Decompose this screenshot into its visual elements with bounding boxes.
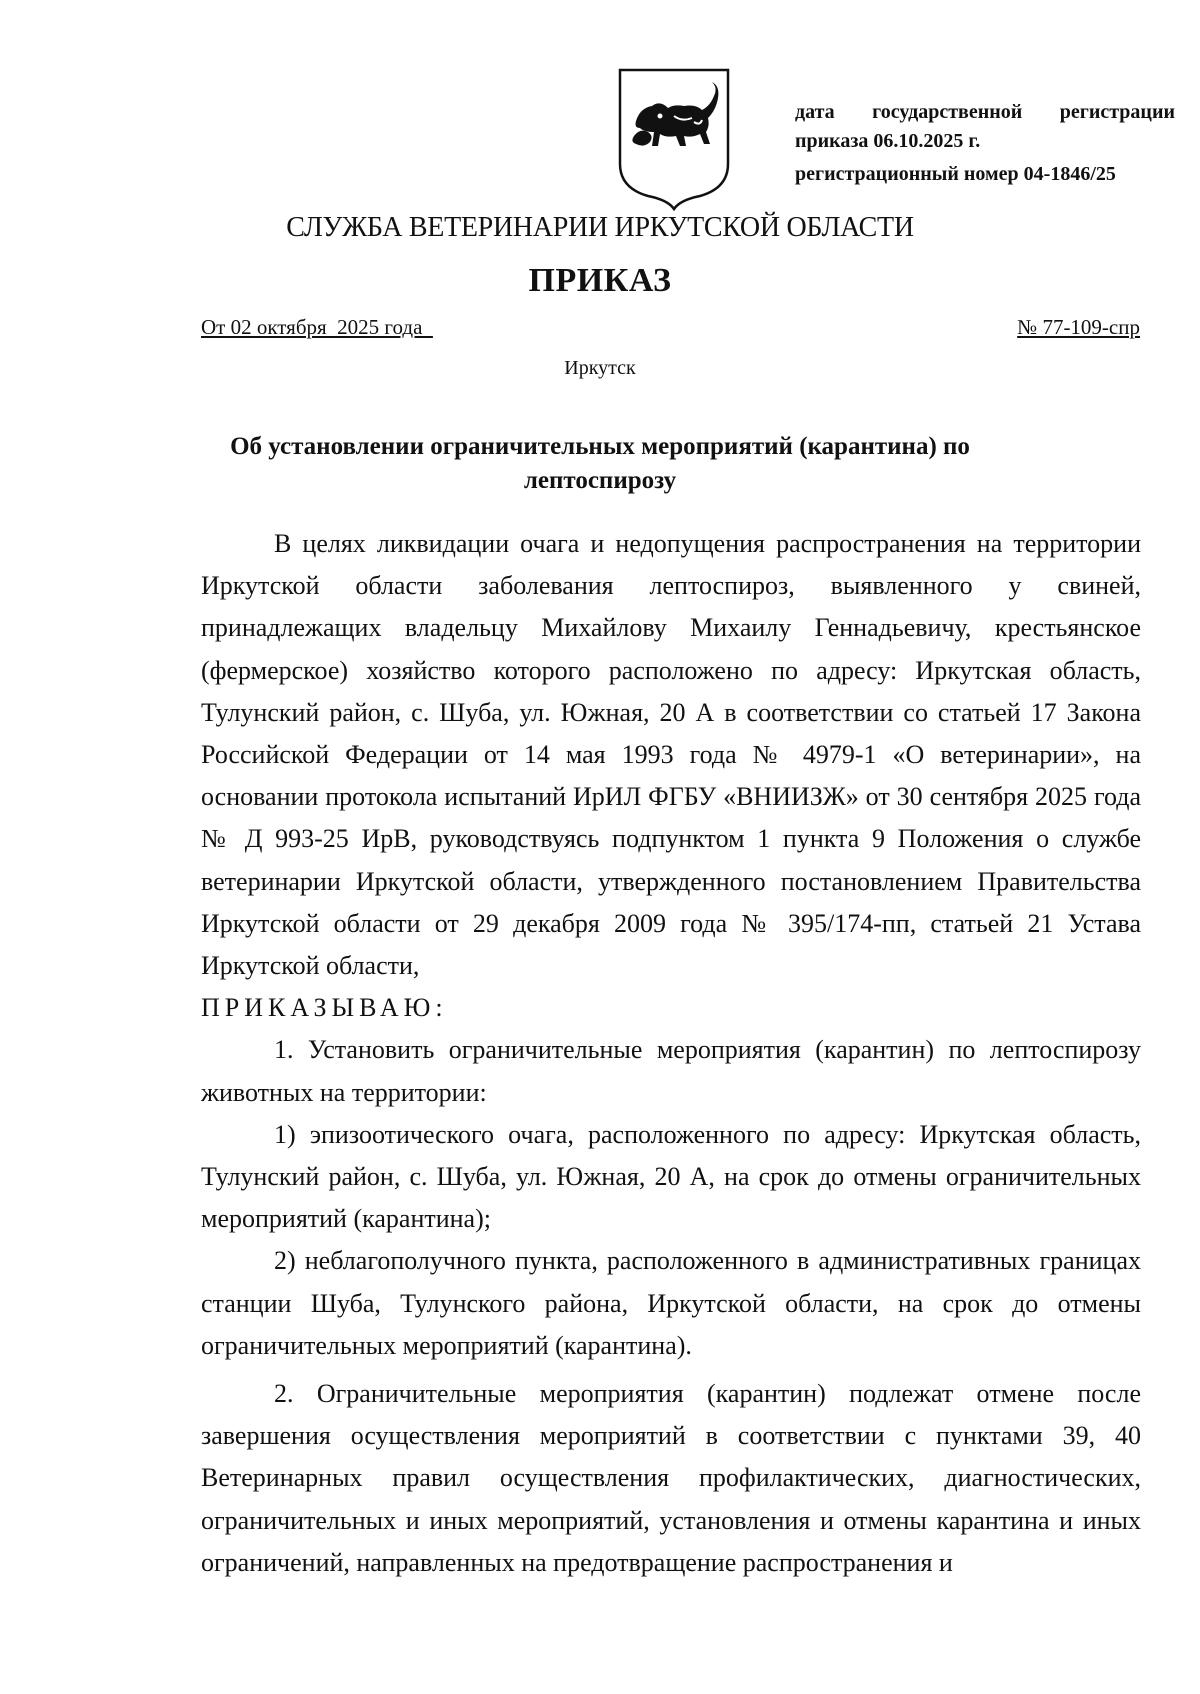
document-title: Об установлении ограничительных мероприятий (карантина) по лептоспирозу [230, 433, 970, 494]
agency-name: СЛУЖБА ВЕТЕРИНАРИИ ИРКУТСКОЙ ОБЛАСТИ [286, 212, 914, 243]
item-1-subitem-2: 2) неблагополучного пункта, расположенного в административных границах станции Шуба, Тулунского района, Иркутской области, на срок до отмены ограничительных мероприятий (карантина). [201, 1246, 1141, 1360]
registration-number: регистрационный номер 04-1846/25 [795, 163, 1116, 185]
order-word: ПРИКАЗЫВАЮ: [201, 993, 448, 1023]
registration-date-label: дата государственной регистрации [795, 101, 1175, 123]
city-name: Иркутск [564, 357, 636, 379]
document-body [201, 523, 1141, 1584]
order-number: № 77-109-спр [1017, 315, 1140, 339]
preamble-paragraph: В целях ликвидации очага и недопущения распространения на территории Иркутской области заболевания лептоспироз, выявленного у свиней, принадлежащих владельцу Михайлову Михаилу Геннадьевичу, крестьянское (фермерское) хозяйство которого расположено по адресу: Иркутская область, Тулунский район, с. Шуба, ул. Южная, 20 А в соответствии со статьей 17 Закона Российской Федерации от 14 мая 1993 года № 4979-1 «О ветеринарии», на основании протокола испытаний ИрИЛ ФГБУ «ВНИИЗЖ» от 30 сентября 2025 года № Д 993-25 ИрВ, руководствуясь подпунктом 1 пункта 9 Положения о службе ветеринарии Иркутской области, утвержденного постановлением Правительства Иркутской области от 29 декабря 2009 года № 395/174-пп, статьей 21 Устава Иркутской области, [201, 529, 1141, 981]
item-1: 1. Установить ограничительные мероприятия (карантин) по лептоспирозу животных на территории: [201, 1035, 1141, 1107]
document-type: ПРИКАЗ [528, 262, 672, 299]
order-date: От 02 октября 2025 года [201, 315, 433, 339]
registration-block [795, 98, 1175, 189]
coat-of-arms-emblem [614, 66, 734, 211]
registration-order-date: приказа 06.10.2025 г. [795, 130, 981, 152]
item-1-subitem-1: 1) эпизоотического очага, расположенного по адресу: Иркутская область, Тулунский район, с. Шуба, ул. Южная, 20 А, на срок до отмены ограничительных мероприятий (карантина); [201, 1119, 1141, 1234]
item-2: 2. Ограничительные мероприятия (карантин) подлежат отмене после завершения осуществления мероприятий в соответствии с пунктами 39, 40 Ветеринарных правил осуществления профилактических, диагностических, ограничительных и иных мероприятий, установления и отмены карантина и иных ограничений, направленных на предотвращение распространения и [201, 1379, 1141, 1577]
